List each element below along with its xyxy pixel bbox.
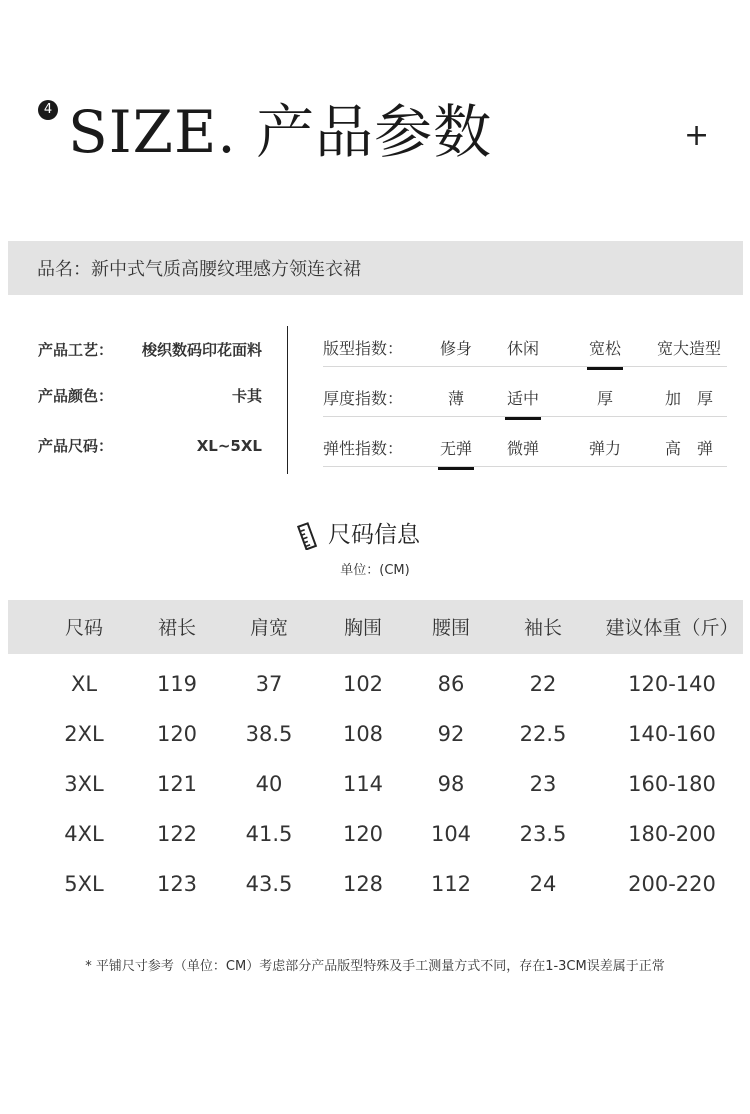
unit-label: 单位：(CM)	[340, 563, 410, 578]
thickness-index-label: 厚度指数：	[323, 389, 404, 408]
table-cell: 38.5	[245, 722, 293, 746]
table-cell: 86	[437, 672, 465, 696]
ruler-icon	[296, 522, 320, 550]
fit-index-row	[323, 330, 727, 367]
table-cell: 37	[255, 672, 283, 696]
table-cell: 22	[529, 672, 557, 696]
table-header-cell: 肩宽	[249, 617, 289, 639]
thickness-index-row	[323, 380, 727, 417]
table-cell: 108	[342, 722, 384, 746]
table-cell: 23	[529, 772, 557, 796]
size-section-title: 尺码信息	[328, 522, 420, 548]
index-option: 无弹	[439, 439, 473, 458]
index-option: 薄	[447, 389, 465, 408]
attr-color-value: 卡其	[231, 387, 262, 405]
table-header-cell: 胸围	[343, 617, 383, 639]
table-cell: 160-180	[628, 772, 716, 796]
table-row-size: 2XL	[64, 722, 104, 746]
section-number-badge: 4	[38, 100, 58, 120]
table-cell: 104	[430, 822, 472, 846]
index-option: 高 弹	[664, 439, 714, 458]
table-cell: 98	[437, 772, 465, 796]
vertical-divider	[287, 326, 288, 474]
table-cell: 120-140	[628, 672, 716, 696]
elasticity-index-row	[323, 430, 727, 467]
table-cell: 102	[342, 672, 384, 696]
product-name: 品名：新中式气质高腰纹理感方领连衣裙	[37, 259, 361, 280]
table-cell: 200-220	[628, 872, 716, 896]
table-header-cell: 裙长	[157, 617, 197, 639]
table-header-cell: 袖长	[523, 617, 563, 639]
table-header-cell: 腰围	[431, 617, 471, 639]
table-cell: 120	[342, 822, 384, 846]
fit-index-label: 版型指数：	[323, 339, 404, 358]
table-cell: 121	[156, 772, 198, 796]
table-cell: 114	[342, 772, 384, 796]
index-option: 厚	[596, 389, 614, 408]
table-row-size: 4XL	[64, 822, 104, 846]
table-cell: 41.5	[245, 822, 293, 846]
table-cell: 180-200	[628, 822, 716, 846]
table-cell: 119	[156, 672, 198, 696]
elasticity-index-label: 弹性指数：	[323, 439, 404, 458]
index-option: 弹力	[588, 439, 622, 458]
attr-craft-label: 产品工艺：	[38, 341, 114, 359]
table-cell: 43.5	[245, 872, 293, 896]
table-cell: 22.5	[519, 722, 567, 746]
attr-color-label: 产品颜色：	[38, 387, 114, 405]
table-cell: 40	[255, 772, 283, 796]
index-option: 宽大造型	[656, 339, 722, 358]
table-cell: 24	[529, 872, 557, 896]
table-row-size: 5XL	[64, 872, 104, 896]
attr-size-value: XL~5XL	[196, 437, 262, 455]
table-cell: 140-160	[628, 722, 716, 746]
index-option: 适中	[506, 389, 540, 408]
index-option: 加 厚	[664, 389, 714, 408]
table-cell: 122	[156, 822, 198, 846]
table-header-cell: 建议体重（斤）	[605, 617, 739, 639]
table-cell: 23.5	[519, 822, 567, 846]
page-title: SIZE. 产品参数	[68, 98, 493, 166]
table-cell: 128	[342, 872, 384, 896]
index-option: 休闲	[506, 339, 540, 358]
table-row-size: 3XL	[64, 772, 104, 796]
table-cell: 120	[156, 722, 198, 746]
attr-craft-value: 梭织数码印花面料	[141, 341, 262, 359]
index-option: 修身	[439, 339, 473, 358]
measurement-note: * 平铺尺寸参考（单位：CM）考虑部分产品版型特殊及手工测量方式不同，存在1-3CM误差属于正常	[85, 959, 665, 974]
index-option: 宽松	[588, 339, 622, 358]
table-row-size: XL	[70, 672, 98, 696]
attr-size-label: 产品尺码：	[38, 437, 114, 455]
table-header-cell: 尺码	[64, 617, 104, 639]
table-cell: 112	[430, 872, 472, 896]
table-cell: 92	[437, 722, 465, 746]
table-cell: 123	[156, 872, 198, 896]
index-option: 微弹	[506, 439, 540, 458]
plus-icon: +	[684, 118, 710, 153]
